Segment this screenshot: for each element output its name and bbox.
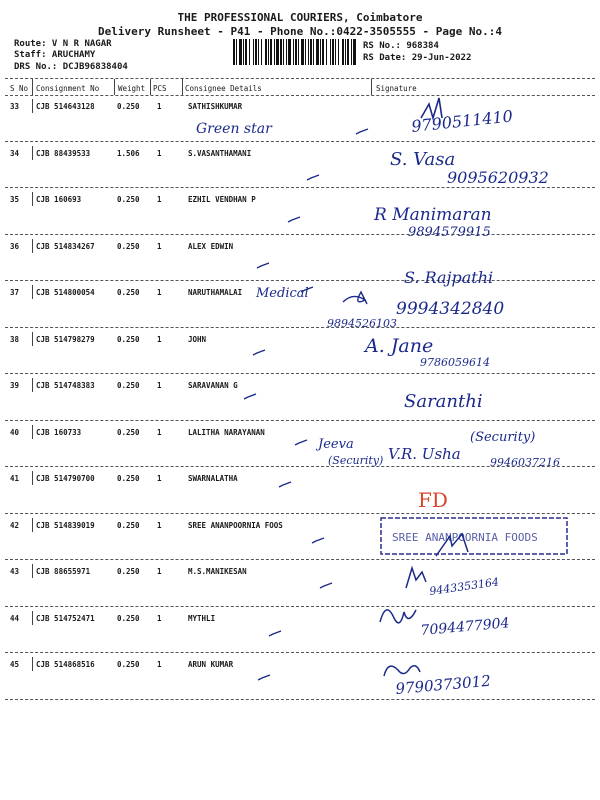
cell-weight: 0.250 bbox=[117, 474, 140, 483]
row-bracket bbox=[32, 332, 33, 346]
barcode-bar bbox=[301, 39, 304, 65]
barcode-bar bbox=[233, 39, 235, 65]
row-bracket bbox=[32, 657, 33, 671]
hw-phone-r40: 9946037216 bbox=[490, 456, 560, 469]
cell-consignee: SARAVANAN G bbox=[188, 381, 238, 390]
drs-number: DRS No.: DCJB96838404 bbox=[14, 62, 128, 72]
row-bracket bbox=[32, 146, 33, 160]
row-separator bbox=[5, 234, 595, 235]
barcode-bar bbox=[338, 39, 339, 65]
tick-mark-icon bbox=[257, 674, 271, 682]
cell-consignee: ARUN KUMAR bbox=[188, 660, 234, 669]
tick-mark-icon bbox=[355, 128, 369, 136]
row-separator bbox=[5, 141, 595, 142]
barcode-bar bbox=[265, 39, 267, 65]
cell-consignee: SREE ANANPOORNIA FOOS bbox=[188, 520, 283, 530]
barcode-bar bbox=[286, 39, 287, 65]
cell-consignment: CJB 514748383 bbox=[36, 381, 95, 390]
row-bracket bbox=[32, 239, 33, 253]
barcode-bar bbox=[351, 39, 352, 65]
col-header-consignment: Consignment No bbox=[36, 84, 100, 93]
hw-phone-r35: 9894579915 bbox=[408, 225, 491, 240]
row-separator bbox=[5, 187, 595, 188]
tick-mark-icon bbox=[287, 216, 301, 224]
row-separator bbox=[5, 327, 595, 328]
barcode-bar bbox=[258, 39, 259, 65]
barcode-bar bbox=[353, 39, 356, 65]
cell-consignment: CJB 514643128 bbox=[36, 102, 95, 111]
tick-mark-icon bbox=[294, 439, 308, 447]
cell-weight: 1.506 bbox=[117, 148, 140, 158]
row-bracket bbox=[32, 611, 33, 625]
cell-consignee: LALITHA NARAYANAN bbox=[188, 427, 265, 437]
cell-consignment: CJB 160693 bbox=[36, 195, 82, 204]
cell-weight: 0.250 bbox=[117, 381, 140, 390]
hw-name-r35: R Manimaran bbox=[374, 205, 492, 225]
cell-pcs: 1 bbox=[157, 381, 162, 390]
cell-pcs: 1 bbox=[157, 148, 162, 158]
cell-consignment: CJB 514790700 bbox=[36, 474, 95, 483]
cell-pcs: 1 bbox=[157, 241, 162, 251]
row-bracket bbox=[32, 378, 33, 392]
cell-consignee: NARUTHAMALAI bbox=[188, 288, 243, 297]
barcode-bar bbox=[298, 39, 299, 65]
hw-name-r39: Saranthi bbox=[404, 391, 483, 412]
barcode bbox=[233, 39, 356, 65]
signature-scribble-r37 bbox=[343, 292, 367, 304]
col-sep bbox=[150, 79, 151, 95]
barcode-bar bbox=[268, 39, 269, 65]
cell-sno: 38 bbox=[10, 334, 20, 344]
cell-consignment: CJB 514800054 bbox=[36, 288, 95, 297]
cell-sno: 41 bbox=[10, 474, 20, 483]
cell-consignee: MYTHLI bbox=[188, 613, 216, 623]
staff-label: Staff: ARUCHAMY bbox=[14, 50, 96, 60]
barcode-bar bbox=[313, 39, 314, 65]
col-header-pcs: PCS bbox=[153, 84, 167, 93]
cell-consignee: EZHIL VENDHAN P bbox=[188, 195, 256, 204]
cell-pcs: 1 bbox=[157, 520, 162, 530]
row-bracket bbox=[32, 518, 33, 532]
row-separator bbox=[5, 652, 595, 653]
barcode-bar bbox=[243, 39, 244, 65]
hw-fd-mark: FD bbox=[418, 488, 448, 512]
route-label: Route: V N R NAGAR bbox=[14, 39, 112, 49]
cell-sno: 39 bbox=[10, 381, 20, 390]
barcode-bar bbox=[261, 39, 262, 65]
tick-mark-icon bbox=[300, 286, 314, 294]
barcode-bar bbox=[283, 39, 284, 65]
barcode-bar bbox=[276, 39, 279, 65]
cell-consignment: CJB 160733 bbox=[36, 427, 82, 437]
row-separator bbox=[5, 559, 595, 560]
barcode-bar bbox=[236, 39, 237, 65]
signature-scribble-r45 bbox=[384, 666, 420, 676]
runsheet-title: Delivery Runsheet - P41 - Phone No.:0422-3505555 - Page No.:4 bbox=[98, 25, 502, 38]
cell-consignee: S.VASANTHAMANI bbox=[188, 148, 252, 158]
cell-sno: 42 bbox=[10, 520, 20, 530]
col-sep bbox=[371, 79, 372, 95]
cell-pcs: 1 bbox=[157, 474, 162, 483]
hw-phone-r37b: 9994342840 bbox=[396, 299, 505, 319]
hw-note-r40b: (Security) bbox=[328, 454, 384, 467]
hw-note-r37: Medical bbox=[256, 286, 309, 301]
barcode-bar bbox=[255, 39, 257, 65]
cell-weight: 0.250 bbox=[117, 195, 140, 204]
barcode-bar bbox=[316, 39, 319, 65]
hw-note-r40a: Jeeva bbox=[318, 437, 354, 452]
barcode-bar bbox=[332, 39, 334, 65]
cell-consignment: CJB 514798279 bbox=[36, 334, 95, 344]
barcode-bar bbox=[295, 39, 297, 65]
tick-mark-icon bbox=[306, 174, 320, 182]
col-sep bbox=[32, 79, 33, 95]
cell-pcs: 1 bbox=[157, 567, 162, 576]
cell-pcs: 1 bbox=[157, 427, 162, 437]
cell-pcs: 1 bbox=[157, 195, 162, 204]
cell-pcs: 1 bbox=[157, 660, 162, 669]
cell-consignment: CJB 88655971 bbox=[36, 567, 91, 576]
row-bracket bbox=[32, 192, 33, 206]
barcode-bar bbox=[335, 39, 336, 65]
barcode-bar bbox=[239, 39, 242, 65]
barcode-bar bbox=[347, 39, 349, 65]
hw-note-r33: Green star bbox=[196, 121, 272, 137]
cell-weight: 0.250 bbox=[117, 288, 140, 297]
hw-phone-r45: 9790373012 bbox=[394, 671, 492, 698]
col-header-signature: Signature bbox=[376, 84, 417, 93]
row-bracket bbox=[32, 99, 33, 113]
barcode-bar bbox=[253, 39, 254, 65]
row-separator bbox=[5, 606, 595, 607]
cell-weight: 0.250 bbox=[117, 241, 140, 251]
cell-consignee: SATHISHKUMAR bbox=[188, 102, 243, 111]
barcode-bar bbox=[249, 39, 250, 65]
cell-consignment: CJB 514839019 bbox=[36, 520, 95, 530]
cell-sno: 45 bbox=[10, 660, 20, 669]
company-title: THE PROFESSIONAL COURIERS, Coimbatore bbox=[177, 11, 423, 24]
cell-pcs: 1 bbox=[157, 613, 162, 623]
cell-consignment: CJB 514834267 bbox=[36, 241, 95, 251]
hw-phone-r44: 7094477904 bbox=[419, 615, 511, 639]
barcode-bar bbox=[310, 39, 312, 65]
hw-name-r37: S. Rajpathi bbox=[404, 268, 494, 287]
cell-consignment: CJB 88439533 bbox=[36, 148, 91, 158]
rs-date: RS Date: 29-Jun-2022 bbox=[363, 53, 472, 63]
row-separator bbox=[5, 513, 595, 514]
cell-weight: 0.250 bbox=[117, 427, 140, 437]
cell-weight: 0.250 bbox=[117, 520, 140, 530]
tick-mark-icon bbox=[311, 537, 325, 545]
barcode-bar bbox=[245, 39, 247, 65]
col-header-consignee: Consignee Details bbox=[185, 84, 262, 93]
row-bracket bbox=[32, 285, 33, 299]
cell-sno: 36 bbox=[10, 241, 20, 251]
signature-scribble-r33 bbox=[421, 98, 442, 118]
tick-mark-icon bbox=[319, 582, 333, 590]
cell-consignee: SWARNALATHA bbox=[188, 474, 238, 483]
barcode-bar bbox=[288, 39, 291, 65]
row-separator bbox=[5, 699, 595, 700]
hw-phone-r38: 9786059614 bbox=[420, 356, 490, 369]
hw-name-r38: A. Jane bbox=[365, 335, 434, 357]
cell-sno: 43 bbox=[10, 567, 20, 576]
cell-weight: 0.250 bbox=[117, 102, 140, 111]
row-bracket bbox=[32, 471, 33, 485]
cell-weight: 0.250 bbox=[117, 613, 140, 623]
row-separator bbox=[5, 420, 595, 421]
tick-mark-icon bbox=[268, 630, 282, 638]
tick-mark-icon bbox=[243, 393, 257, 401]
barcode-bar bbox=[274, 39, 275, 65]
barcode-bar bbox=[305, 39, 306, 65]
signature-scribble-r44 bbox=[380, 610, 416, 623]
barcode-bar bbox=[308, 39, 309, 65]
barcode-bar bbox=[293, 39, 294, 65]
hw-phone-r37a: 9894526103 bbox=[327, 317, 397, 330]
barcode-bar bbox=[330, 39, 331, 65]
hw-phone-r34: 9095620932 bbox=[447, 168, 549, 187]
stamp-box bbox=[381, 518, 567, 554]
table-header-border bbox=[5, 95, 595, 96]
row-bracket bbox=[32, 425, 33, 439]
barcode-bar bbox=[280, 39, 282, 65]
col-header-weight: Weight bbox=[118, 84, 146, 93]
hw-note-r40c: (Security) bbox=[470, 430, 536, 445]
row-separator bbox=[5, 280, 595, 281]
cell-weight: 0.250 bbox=[117, 567, 140, 576]
barcode-bar bbox=[270, 39, 272, 65]
barcode-bar bbox=[320, 39, 321, 65]
tick-mark-icon bbox=[252, 349, 266, 357]
col-sep bbox=[182, 79, 183, 95]
cell-sno: 44 bbox=[10, 613, 20, 623]
cell-weight: 0.250 bbox=[117, 334, 140, 344]
barcode-bar bbox=[345, 39, 346, 65]
barcode-bar bbox=[322, 39, 324, 65]
barcode-bar bbox=[342, 39, 344, 65]
cell-pcs: 1 bbox=[157, 102, 162, 111]
tick-mark-icon bbox=[256, 262, 270, 270]
cell-consignment: CJB 514752471 bbox=[36, 613, 95, 623]
signature-scribble-r42 bbox=[436, 534, 468, 556]
cell-pcs: 1 bbox=[157, 334, 162, 344]
cell-consignee: ALEX EDWIN bbox=[188, 241, 234, 251]
barcode-bar bbox=[326, 39, 327, 65]
col-header-sno: S No bbox=[10, 84, 29, 93]
cell-consignee: M.S.MANIKESAN bbox=[188, 567, 247, 576]
cell-consignee: JOHN bbox=[188, 334, 207, 344]
signature-scribble-r43 bbox=[406, 568, 426, 588]
cell-sno: 37 bbox=[10, 288, 20, 297]
cell-sno: 40 bbox=[10, 427, 20, 437]
row-separator bbox=[5, 373, 595, 374]
col-sep bbox=[114, 79, 115, 95]
cell-sno: 33 bbox=[10, 102, 20, 111]
cell-consignment: CJB 514868516 bbox=[36, 660, 95, 669]
cell-sno: 35 bbox=[10, 195, 20, 204]
hw-name-r34: S. Vasa bbox=[390, 149, 456, 170]
hw-name-r40: V.R. Usha bbox=[388, 445, 461, 463]
rs-number: RS No.: 968384 bbox=[363, 41, 439, 51]
row-bracket bbox=[32, 564, 33, 578]
cell-sno: 34 bbox=[10, 148, 20, 158]
hw-phone-r43: 9443353164 bbox=[428, 575, 500, 598]
hw-phone-r33: 9790511410 bbox=[410, 106, 514, 136]
tick-mark-icon bbox=[278, 481, 292, 489]
row-separator bbox=[5, 466, 595, 467]
table-top-border bbox=[5, 78, 595, 79]
cell-pcs: 1 bbox=[157, 288, 162, 297]
cell-weight: 0.250 bbox=[117, 660, 140, 669]
stamp-text: SREE ANANPOORNIA FOODS bbox=[392, 531, 538, 544]
